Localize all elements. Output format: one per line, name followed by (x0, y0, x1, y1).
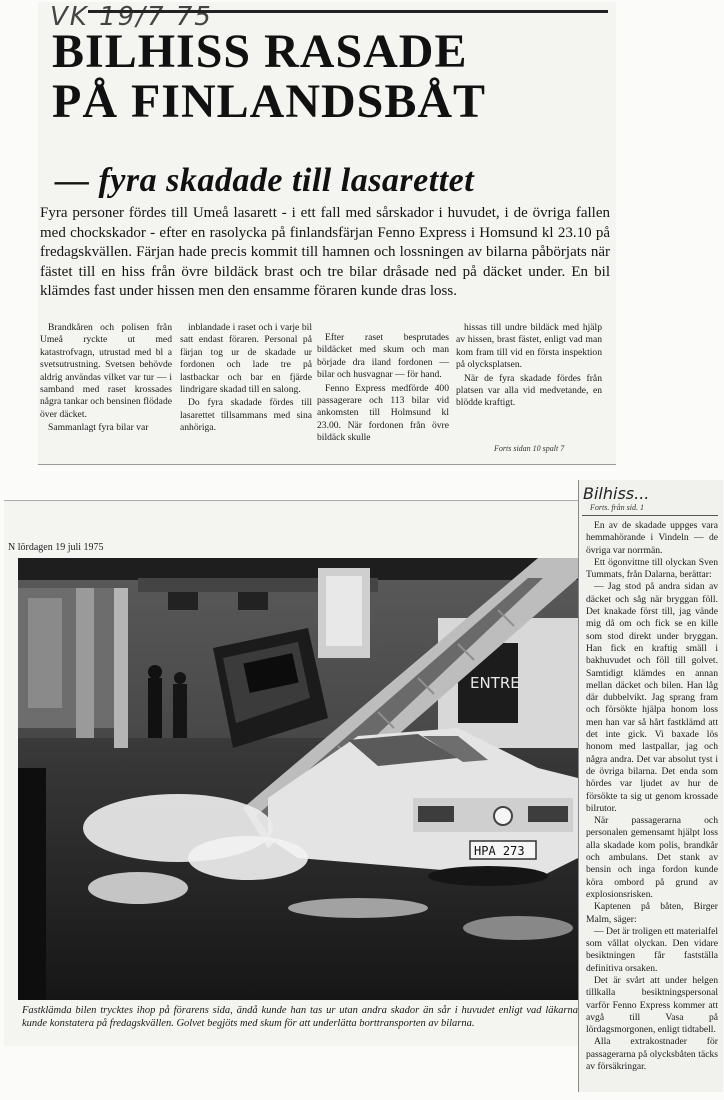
continuation-rule (582, 515, 718, 516)
column-paragraph: Brandkåren och polisen från Umeå ryckte ut med katastrofvagn, utrustad med bl a svetsutrustning. Svetsen behövde aldrig användas vilket var tur — i samband med raset krossades några tankar och bensinen flödade över däcket. (40, 322, 172, 420)
entre-sign: ENTRE (470, 674, 520, 692)
continuation-paragraph: Kaptenen på båten, Birger Malm, säger: (586, 901, 718, 925)
column-paragraph: Do fyra skadade fördes till lasarettet tillsammans med sina anhöriga. (180, 397, 312, 434)
continuation-paragraph: En av de skadade uppges vara hemmahörande i Vindeln — de övriga var norrmän. (586, 520, 718, 556)
subheadline: — fyra skadade till lasarettet (55, 162, 475, 199)
continuation-title: Bilhiss... (583, 484, 650, 503)
body-column-2 (180, 322, 312, 435)
continuation-paragraph: Det är svårt att under helgen tillkalla besiktningspersonal varför Fenno Express kommer att avgå till Vasa på lördagsmorgonen, enligt tidtabell. (586, 974, 718, 1036)
accident-photo (18, 558, 578, 1000)
top-rule (88, 10, 608, 13)
accident-photo-illustration (18, 558, 578, 1000)
body-column-4 (456, 322, 602, 410)
continuation-paragraph: När passagerarna och personalen gemensamt hjälpt loss alla skadade kom polis, brandkår och ambulans. Det stank av bensin och inga fordon kunde köra ombord på grund av explosionsrisken. (586, 815, 718, 900)
dateline: N lördagen 19 juli 1975 (8, 542, 104, 553)
continuation-body (586, 520, 718, 1073)
continued-from-note: Forts. från sid. 1 (590, 503, 645, 512)
body-column-3 (317, 332, 449, 445)
headline-line-2: PÅ FINLANDSBÅT (52, 75, 487, 128)
continuation-paragraph: — Jag stod på andra sidan av däcket och såg när bryggan föll. Det knakade först till, jag vände mig då om och fick se en kille som stod direkt under bryggan. Han fick en kraftig smäll i bakhuvudet och föll till golvet. Samtidigt klämdes en annan mellan däcket och bilen. Han låg där dubbelvikt. Jag sprang fram och försökte hjälpa honom loss men han var så hårt fastklämd att det inte gick. Vi baxade lös honom med lastpallar, jag och några andra. Det var absolut tyst i de övriga bilarna. Det enda som hördes var ljudet av hur de försökte ta sig ut genom krossade bilrutor. (586, 581, 718, 814)
continuation-paragraph: — Det är troligen ett materialfel som vållat olyckan. Den vidare besiktningen får fastställa definitiva orsaken. (586, 925, 718, 974)
column-paragraph: hissas till undre bildäck med hjälp av hissen, brast fästet, enligt vad man kom fram till vid en första inspektion på olycksplatsen. (456, 322, 602, 371)
lead-paragraph: Fyra personer fördes till Umeå lasarett - i ett fall med sårskador i huvudet, i de övriga fallen med chockskador - efter en rasolycka på finlandsfärjan Fenno Express i Homsund kl 23.10 på fredagskvällen. Färjan hade precis kommit till hamnen och lossningen av bilarna påbörjats när fästet till en hiss från övre bildäck brast och tre bilar dråsade ned på däcket under. En bil klämdes fast under hissen men den ensamme föraren kunde dras loss. (40, 205, 610, 299)
column-paragraph: Efter raset besprutades bildäcket med skum och man började dra iland fordonen — bilar och husvagnar — för hand. (317, 332, 449, 381)
column-paragraph: inblandade i raset och i varje bil satt endast föraren. Personal på färjan tog ur de skadade ur fordonen och lade tre på lastbackar och bar en fjärde lindrigare skadad till en salong. (180, 322, 312, 396)
license-plate: HPA 273 (474, 844, 525, 858)
column-paragraph: Sammanlagt fyra bilar var (48, 422, 149, 434)
photo-caption: Fastklämda bilen trycktes ihop på förarens sida, ändå kunde han tas ur utan andra skador än sår i huvudet enligt vad läkarna kunde konstatera på fredagskvällen. Golvet begjöts med skum för att underlätta borttransporten av bilarna. (22, 1005, 578, 1029)
body-column-1 (40, 322, 172, 435)
column-paragraph: När de fyra skadade fördes från platsen var alla vid medvetande, en blödde kraftigt. (456, 372, 602, 409)
continuation-paragraph: Alla extrakostnader för passagerarna på olycksbåten täcks av försäkringar. (586, 1036, 718, 1073)
continuation-paragraph: Ett ögonvittne till olyckan Sven Tummats, från Dalarna, berättar: (586, 556, 718, 581)
headline-line-1: BILHISS RASADE (52, 25, 468, 78)
continued-note: Forts sidan 10 spalt 7 (494, 444, 565, 453)
column-paragraph: Fenno Express medförde 400 passagerare och 113 bilar vid ankomsten till Holmsund kl 23.00. När fordonen från övre bildäck skulle (317, 382, 449, 444)
handwritten-date: VK 19/7 75 (50, 2, 213, 32)
